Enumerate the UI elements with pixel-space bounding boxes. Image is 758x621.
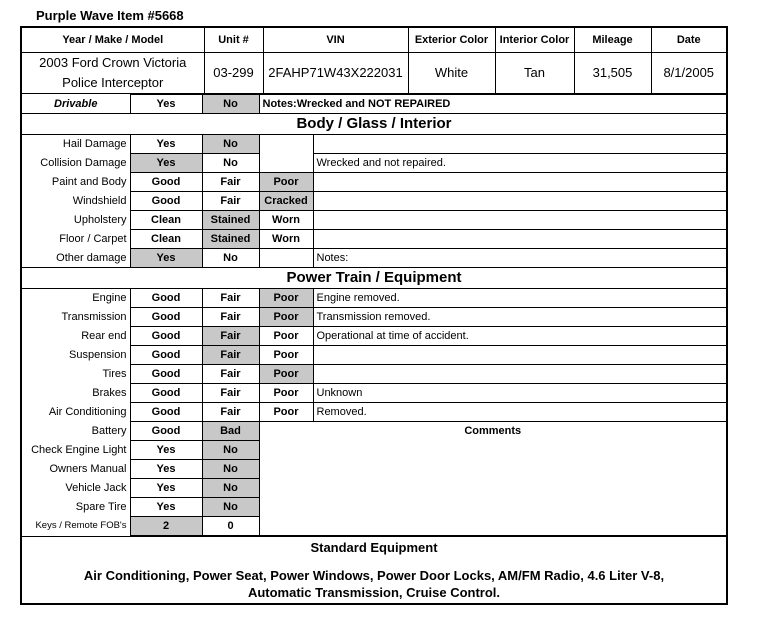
condition-table (22, 94, 726, 536)
suspension-row (22, 346, 726, 365)
windshield-option-cracked: Cracked (259, 192, 313, 211)
power-section-title: Power Train / Equipment (22, 268, 726, 289)
brakes-option-fair: Fair (202, 384, 259, 403)
suspension-note (313, 346, 726, 365)
standard-equipment-title: Standard Equipment (22, 536, 726, 557)
interior-color-value: Tan (495, 53, 574, 94)
vehicle-condition-report (20, 26, 728, 605)
drivable-note: Notes:Wrecked and NOT REPAIRED (259, 95, 726, 114)
engine-label: Engine (22, 289, 130, 308)
unit-value: 03-299 (204, 53, 263, 94)
suspension-option-good: Good (130, 346, 202, 365)
paint-and-body-note (313, 173, 726, 192)
header-row (22, 28, 726, 53)
vehicle-info-row (22, 53, 726, 94)
rear-end-option-poor: Poor (259, 327, 313, 346)
page-title: Purple Wave Item #5668 (36, 8, 184, 23)
transmission-note: Transmission removed. (313, 308, 726, 327)
drivable-yes: Yes (130, 95, 202, 114)
air-conditioning-option-good: Good (130, 403, 202, 422)
battery-label: Battery (22, 422, 130, 441)
comments-box: Comments (259, 422, 726, 536)
floor-carpet-row (22, 230, 726, 249)
rear-end-label: Rear end (22, 327, 130, 346)
hail-damage-option-no: No (202, 135, 259, 154)
owners-manual-label: Owners Manual (22, 460, 130, 479)
windshield-option-fair: Fair (202, 192, 259, 211)
floor-carpet-option-stained: Stained (202, 230, 259, 249)
hail-damage-label: Hail Damage (22, 135, 130, 154)
battery-option-good: Good (130, 422, 202, 441)
upholstery-label: Upholstery (22, 211, 130, 230)
paint-and-body-option-fair: Fair (202, 173, 259, 192)
rear-end-option-good: Good (130, 327, 202, 346)
tires-label: Tires (22, 365, 130, 384)
header-table (22, 28, 726, 94)
collision-damage-row (22, 154, 726, 173)
check-engine-light-label: Check Engine Light (22, 441, 130, 460)
owners-manual-option-yes: Yes (130, 460, 202, 479)
unit-header: Unit # (204, 28, 263, 53)
engine-row (22, 289, 726, 308)
brakes-row (22, 384, 726, 403)
spare-tire-label: Spare Tire (22, 498, 130, 517)
brakes-option-poor: Poor (259, 384, 313, 403)
tires-note (313, 365, 726, 384)
ymm-header: Year / Make / Model (22, 28, 204, 53)
mileage-header: Mileage (574, 28, 651, 53)
air-conditioning-label: Air Conditioning (22, 403, 130, 422)
vehicle-jack-option-yes: Yes (130, 479, 202, 498)
battery-row (22, 422, 726, 441)
paint-and-body-label: Paint and Body (22, 173, 130, 192)
transmission-option-good: Good (130, 308, 202, 327)
floor-carpet-option-clean: Clean (130, 230, 202, 249)
suspension-option-fair: Fair (202, 346, 259, 365)
date-header: Date (651, 28, 726, 53)
tires-row (22, 365, 726, 384)
standard-equipment-list: Air Conditioning, Power Seat, Power Windows, Power Door Locks, AM/FM Radio, 4.6 Liter V-8, Automatic Transmission, Cruise Control. (83, 568, 665, 600)
air-conditioning-row (22, 403, 726, 422)
collision-damage-option-yes: Yes (130, 154, 202, 173)
floor-carpet-option-worn: Worn (259, 230, 313, 249)
exterior-color-value: White (408, 53, 495, 94)
rear-end-note: Operational at time of accident. (313, 327, 726, 346)
rear-end-option-fair: Fair (202, 327, 259, 346)
vin-header: VIN (263, 28, 408, 53)
other-damage-row (22, 249, 726, 268)
windshield-option-good: Good (130, 192, 202, 211)
other-damage-blank (259, 249, 313, 268)
transmission-label: Transmission (22, 308, 130, 327)
air-conditioning-option-poor: Poor (259, 403, 313, 422)
keys-remote-fob-s-label: Keys / Remote FOB's (22, 517, 130, 536)
suspension-option-poor: Poor (259, 346, 313, 365)
brakes-label: Brakes (22, 384, 130, 403)
upholstery-note (313, 211, 726, 230)
other-damage-option-yes: Yes (130, 249, 202, 268)
engine-note: Engine removed. (313, 289, 726, 308)
interior-color-header: Interior Color (495, 28, 574, 53)
upholstery-option-clean: Clean (130, 211, 202, 230)
transmission-option-poor: Poor (259, 308, 313, 327)
upholstery-row (22, 211, 726, 230)
rear-end-row (22, 327, 726, 346)
air-conditioning-option-fair: Fair (202, 403, 259, 422)
exterior-color-header: Exterior Color (408, 28, 495, 53)
owners-manual-option-no: No (202, 460, 259, 479)
battery-option-bad: Bad (202, 422, 259, 441)
hail-damage-note (313, 135, 726, 154)
paint-and-body-option-good: Good (130, 173, 202, 192)
drivable-row (22, 95, 726, 114)
collision-damage-option-no: No (202, 154, 259, 173)
engine-option-good: Good (130, 289, 202, 308)
tires-option-poor: Poor (259, 365, 313, 384)
collision-damage-blank (259, 154, 313, 173)
hail-damage-row (22, 135, 726, 154)
drivable-label: Drivable (22, 95, 130, 114)
drivable-no: No (202, 95, 259, 114)
paint-and-body-option-poor: Poor (259, 173, 313, 192)
floor-carpet-note (313, 230, 726, 249)
date-value: 8/1/2005 (651, 53, 726, 94)
engine-option-poor: Poor (259, 289, 313, 308)
transmission-option-fair: Fair (202, 308, 259, 327)
vehicle-jack-label: Vehicle Jack (22, 479, 130, 498)
body-section-title: Body / Glass / Interior (22, 114, 726, 135)
hail-damage-blank (259, 135, 313, 154)
collision-damage-note: Wrecked and not repaired. (313, 154, 726, 173)
keys-remote-fob-s-option-0: 0 (202, 517, 259, 536)
brakes-note: Unknown (313, 384, 726, 403)
paint-and-body-row (22, 173, 726, 192)
collision-damage-label: Collision Damage (22, 154, 130, 173)
other-damage-note: Notes: (313, 249, 726, 268)
other-damage-option-no: No (202, 249, 259, 268)
vehicle-jack-option-no: No (202, 479, 259, 498)
check-engine-light-option-yes: Yes (130, 441, 202, 460)
windshield-note (313, 192, 726, 211)
air-conditioning-note: Removed. (313, 403, 726, 422)
upholstery-option-worn: Worn (259, 211, 313, 230)
vin-value: 2FAHP71W43X222031 (263, 53, 408, 94)
windshield-label: Windshield (22, 192, 130, 211)
tires-option-good: Good (130, 365, 202, 384)
transmission-row (22, 308, 726, 327)
keys-remote-fob-s-option-2: 2 (130, 517, 202, 536)
brakes-option-good: Good (130, 384, 202, 403)
check-engine-light-option-no: No (202, 441, 259, 460)
floor-carpet-label: Floor / Carpet (22, 230, 130, 249)
mileage-value: 31,505 (574, 53, 651, 94)
hail-damage-option-yes: Yes (130, 135, 202, 154)
upholstery-option-stained: Stained (202, 211, 259, 230)
spare-tire-option-yes: Yes (130, 498, 202, 517)
spare-tire-option-no: No (202, 498, 259, 517)
ymm-value: 2003 Ford Crown Victoria Police Interceptor (22, 53, 204, 94)
suspension-label: Suspension (22, 346, 130, 365)
other-damage-label: Other damage (22, 249, 130, 268)
engine-option-fair: Fair (202, 289, 259, 308)
windshield-row (22, 192, 726, 211)
tires-option-fair: Fair (202, 365, 259, 384)
